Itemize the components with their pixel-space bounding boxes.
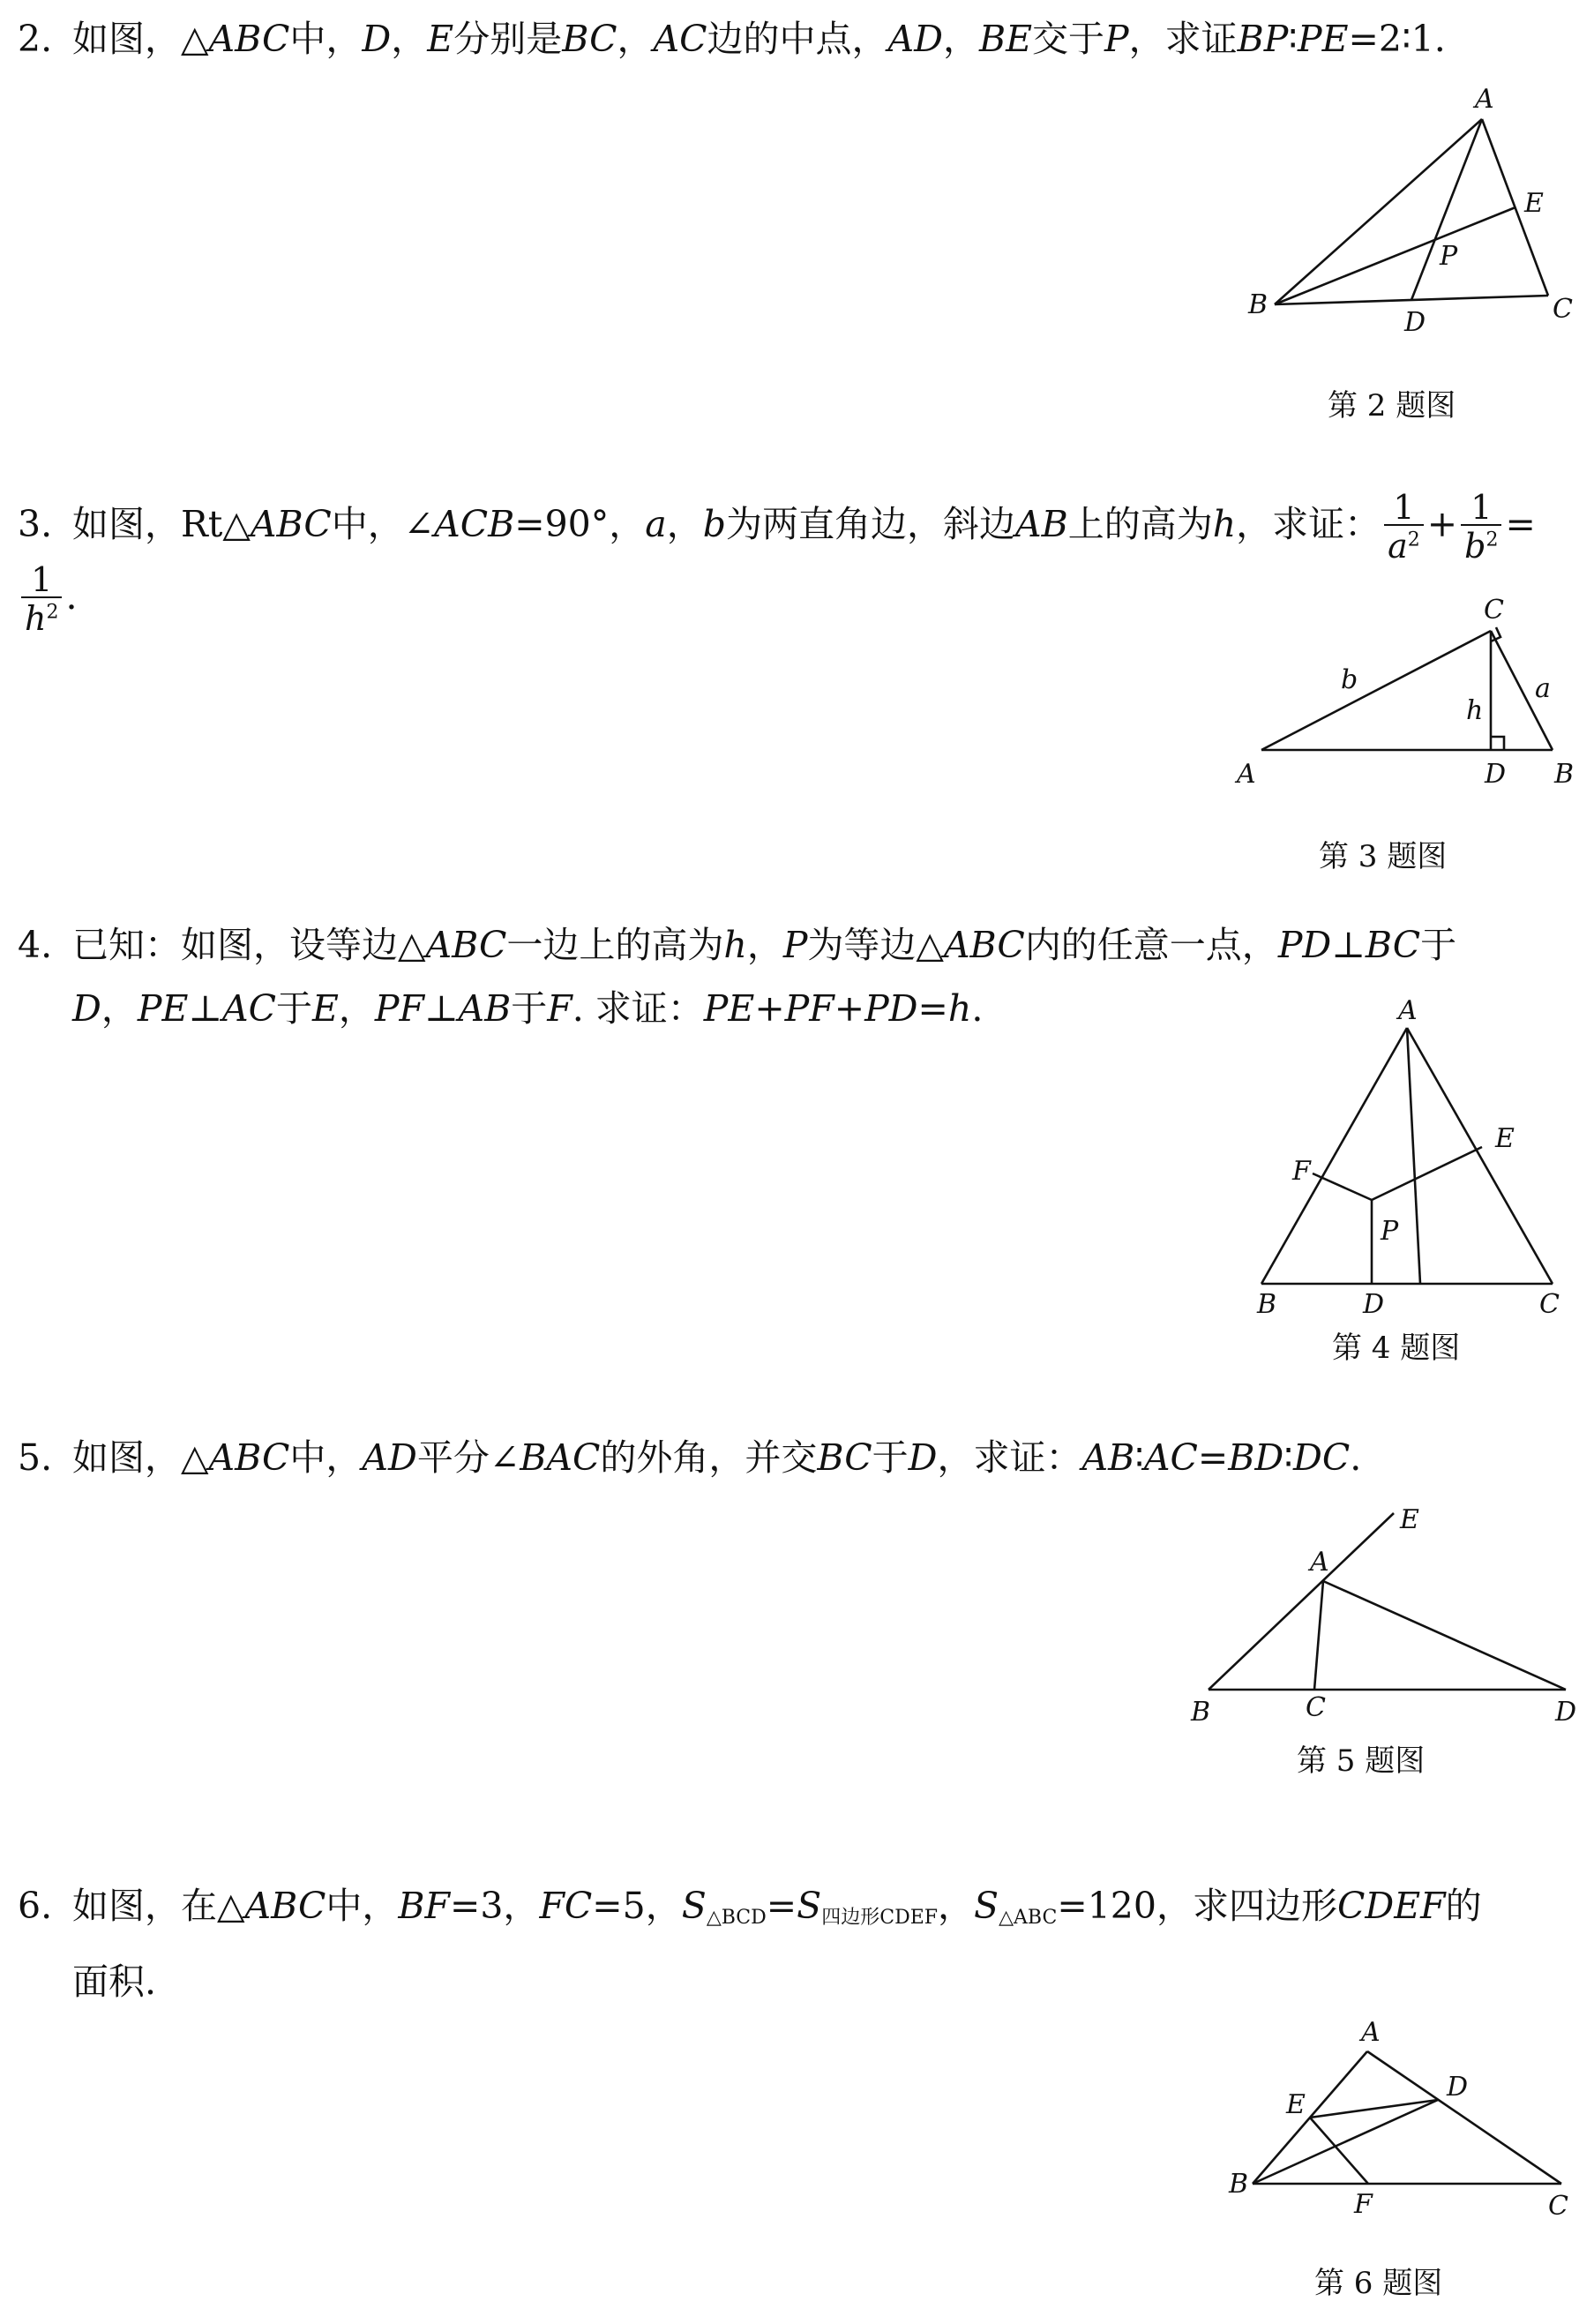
problem-number: 6. <box>18 1885 53 1927</box>
segment-ac <box>1261 631 1491 750</box>
label-d: D <box>1555 1697 1577 1728</box>
label-f: F <box>1354 2189 1373 2220</box>
label-c: C <box>1306 1692 1326 1723</box>
label-a: A <box>1361 2017 1381 2048</box>
segment-ab <box>1275 119 1482 304</box>
problem-number: 5. <box>18 1436 53 1479</box>
problem-6 <box>18 1874 1579 2013</box>
fraction-1-over-b2: $\frac{1}{b^2}$ <box>1461 491 1501 563</box>
label-a: A <box>1310 1547 1329 1578</box>
problem-4-line-1: 4. 已知：如图，设等边△ABC一边上的高为h，P为等边△ABC内的任意一点，PD⊥BC于 <box>18 913 1579 977</box>
label-c: C <box>1484 595 1504 626</box>
figure-3 <box>1226 587 1588 798</box>
label-b: B <box>1191 1697 1211 1728</box>
label-e: E <box>1524 188 1544 219</box>
problem-5 <box>18 1426 1579 1489</box>
figure-2 <box>1235 79 1588 344</box>
label-a: A <box>1475 84 1494 115</box>
segment-height-a <box>1407 1028 1420 1284</box>
figure-4 <box>1231 993 1583 1319</box>
problem-2-statement: 如图，△ABC中，D，E分别是BC，AC边的中点，AD，BE交于P，求证BP∶PE=2∶1. <box>72 18 1446 60</box>
problem-4-line-2: D，PE⊥AC于E，PF⊥AB于F. 求证：PE+PF+PD=h. <box>72 987 984 1030</box>
figure-6-caption: 第 6 题图 <box>1314 2266 1443 2301</box>
label-d: D <box>1363 1289 1385 1319</box>
segment-ad <box>1323 1581 1566 1690</box>
label-f: F <box>1292 1156 1311 1187</box>
label-d: D <box>1447 2072 1469 2103</box>
segment-ad <box>1411 119 1482 300</box>
label-b: B <box>1229 2169 1249 2200</box>
label-side-a: a <box>1535 673 1551 704</box>
problem-number: 4. <box>18 924 53 966</box>
figure-2-caption: 第 2 题图 <box>1328 388 1456 424</box>
figure-5-caption: 第 5 题图 <box>1297 1743 1426 1779</box>
label-p: P <box>1381 1216 1399 1247</box>
problem-6-line-1: 6. 如图，在△ABC中，BF=3，FC=5，$S_{\triangle BCD}=S_{四边形CDEF}$，$S_{\triangle ABC}=120$，求四边形CDEF的 <box>18 1874 1579 1950</box>
problem-number: 3. <box>18 502 53 545</box>
figure-4-caption: 第 4 题图 <box>1332 1331 1461 1366</box>
figure-5 <box>1169 1500 1583 1729</box>
segment-ac <box>1314 1581 1323 1690</box>
label-b: B <box>1248 289 1268 320</box>
segment-pe <box>1372 1147 1482 1200</box>
label-e: E <box>1400 1504 1419 1535</box>
label-side-b: b <box>1341 664 1358 695</box>
segment-be <box>1275 207 1515 304</box>
label-p: P <box>1440 241 1458 272</box>
label-c: C <box>1539 1289 1560 1319</box>
problem-number: 2. <box>18 18 53 60</box>
fraction-1-over-h2: $\frac{1}{h^2}$ <box>21 563 62 635</box>
segment-pf <box>1313 1173 1372 1200</box>
label-a: A <box>1398 995 1418 1026</box>
label-e: E <box>1286 2089 1306 2120</box>
label-d: D <box>1485 759 1507 790</box>
problem-6-line-2: 面积. <box>72 1960 157 2003</box>
figure-3-caption: 第 3 题图 <box>1319 839 1448 874</box>
problem-3-statement: 如图，Rt△ABC中，∠ACB=90°，a，b为两直角边，斜边AB上的高为h，求证： $\frac{1}{a^2}$ + $\frac{1}{b^2}$ = $\frac{1}{h^2}$ . <box>18 503 1536 618</box>
label-height-h: h <box>1466 695 1484 726</box>
label-a: A <box>1237 759 1256 790</box>
problem-2 <box>18 7 1579 71</box>
segment-ac <box>1407 1028 1553 1284</box>
problem-5-statement: 如图，△ABC中，AD平分∠BAC的外角，并交BC于D，求证：AB∶AC=BD∶DC. <box>72 1436 1362 1479</box>
label-c: C <box>1548 2191 1568 2222</box>
label-b: B <box>1554 759 1575 790</box>
label-d: D <box>1404 307 1426 338</box>
figure-6 <box>1213 2007 1583 2237</box>
label-c: C <box>1553 294 1573 325</box>
fraction-1-over-a2: $\frac{1}{a^2}$ <box>1384 491 1424 563</box>
label-e: E <box>1495 1123 1515 1154</box>
segment-ef <box>1310 2118 1368 2184</box>
right-angle-mark-d <box>1491 737 1504 750</box>
label-b: B <box>1257 1289 1277 1319</box>
